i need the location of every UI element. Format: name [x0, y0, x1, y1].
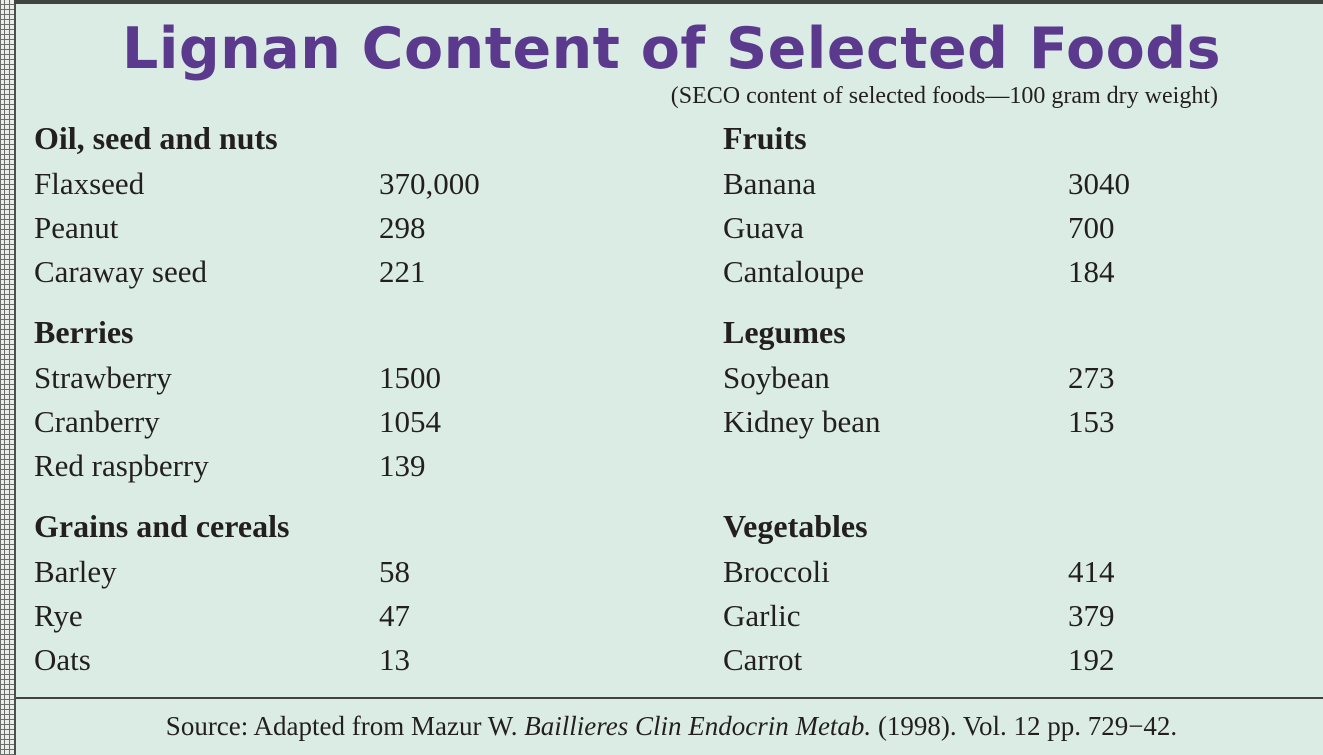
- food-name: Banana: [723, 166, 816, 201]
- list-item: [723, 250, 1263, 294]
- lignan-value: 153: [1068, 404, 1115, 439]
- list-item: [34, 594, 574, 638]
- right-column: [723, 114, 1263, 682]
- food-group: [723, 308, 1263, 488]
- list-item: [34, 206, 574, 250]
- lignan-value: 700: [1068, 210, 1115, 245]
- food-group: [34, 114, 574, 294]
- food-name: Kidney bean: [723, 404, 881, 439]
- lignan-value: 3040: [1068, 166, 1130, 201]
- food-name: Rye: [34, 598, 83, 633]
- food-name: Cantaloupe: [723, 254, 865, 289]
- food-name: Strawberry: [34, 360, 172, 395]
- lignan-value: 1500: [379, 360, 441, 395]
- food-name: Barley: [34, 554, 117, 589]
- lignan-value: 221: [379, 254, 426, 289]
- food-name: Soybean: [723, 360, 830, 395]
- list-item: [34, 162, 574, 206]
- lignan-value: 298: [379, 210, 426, 245]
- list-item: [34, 250, 574, 294]
- page-subtitle: (SECO content of selected foods—100 gram dry weight): [670, 83, 1218, 109]
- lignan-value: 273: [1068, 360, 1115, 395]
- list-item: [723, 206, 1263, 250]
- lignan-value: 192: [1068, 642, 1115, 677]
- border-divider: [14, 0, 16, 755]
- lignan-value: 379: [1068, 598, 1115, 633]
- food-name: Red raspberry: [34, 448, 209, 483]
- empty-row: [723, 444, 1263, 488]
- food-name: Carrot: [723, 642, 803, 677]
- left-column: [34, 114, 574, 682]
- list-item: [34, 400, 574, 444]
- source-prefix: Source: Adapted from Mazur W.: [165, 711, 525, 741]
- lignan-value: 414: [1068, 554, 1115, 589]
- list-item: [723, 638, 1263, 682]
- food-group: [723, 114, 1263, 294]
- list-item: [723, 356, 1263, 400]
- lignan-value: 1054: [379, 404, 441, 439]
- food-name: Flaxseed: [34, 166, 145, 201]
- top-rule: [14, 0, 1323, 4]
- food-name: Cranberry: [34, 404, 160, 439]
- food-group: [723, 502, 1263, 682]
- footer-rule: [16, 697, 1323, 699]
- lignan-value: 139: [379, 448, 426, 483]
- list-item: [34, 444, 574, 488]
- food-group: [34, 502, 574, 682]
- page-title: Lignan Content of Selected Foods: [122, 16, 1221, 82]
- source-suffix: (1998). Vol. 12 pp. 729−42.: [871, 711, 1178, 741]
- decorative-border: [0, 0, 14, 755]
- lignan-value: 47: [379, 598, 410, 633]
- group-title: Fruits: [723, 120, 807, 156]
- lignan-value: 13: [379, 642, 410, 677]
- food-name: Oats: [34, 642, 91, 677]
- food-name: Caraway seed: [34, 254, 207, 289]
- list-item: [723, 594, 1263, 638]
- group-title: Oil, seed and nuts: [34, 120, 278, 156]
- lignan-value: 370,000: [379, 166, 480, 201]
- group-title: Vegetables: [723, 508, 868, 544]
- food-name: Broccoli: [723, 554, 830, 589]
- food-name: Peanut: [34, 210, 119, 245]
- lignan-value: 184: [1068, 254, 1115, 289]
- group-title: Berries: [34, 314, 134, 350]
- group-title: Legumes: [723, 314, 846, 350]
- group-title: Grains and cereals: [34, 508, 290, 544]
- source-journal: Baillieres Clin Endocrin Metab.: [524, 711, 872, 741]
- food-name: Garlic: [723, 598, 801, 633]
- list-item: [723, 550, 1263, 594]
- list-item: [723, 162, 1263, 206]
- list-item: [34, 638, 574, 682]
- list-item: [34, 356, 574, 400]
- list-item: [723, 400, 1263, 444]
- lignan-value: 58: [379, 554, 410, 589]
- list-item: [34, 550, 574, 594]
- food-group: [34, 308, 574, 488]
- food-name: Guava: [723, 210, 804, 245]
- source-citation: [20, 704, 1323, 748]
